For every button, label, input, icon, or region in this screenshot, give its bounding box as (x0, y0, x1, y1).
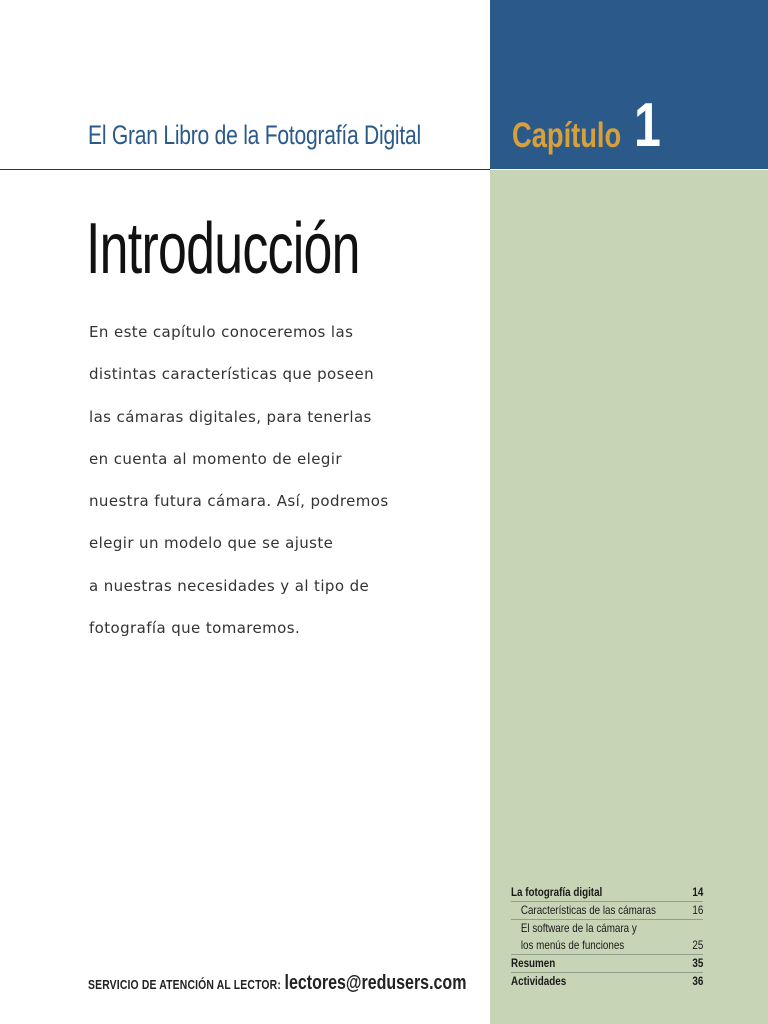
toc-item-page: 35 (692, 956, 703, 970)
intro-line: las cámaras digitales, para tenerlas (89, 407, 372, 426)
toc-item-page: 14 (692, 885, 703, 899)
toc-item[interactable] (511, 955, 703, 973)
intro-line: fotografía que tomaremos. (89, 619, 301, 638)
reader-service (88, 972, 466, 995)
header-divider (0, 169, 490, 170)
intro-paragraph (89, 318, 449, 656)
chapter-label: Capítulo (512, 116, 622, 155)
intro-line: elegir un modelo que se ajuste (89, 534, 334, 553)
toc-item-page: 16 (692, 903, 703, 917)
toc-item-page: 25 (692, 938, 703, 952)
intro-line: a nuestras necesidades y al tipo de (89, 576, 370, 595)
intro-line: nuestra futura cámara. Así, podremos (89, 492, 389, 511)
toc-item-label: La fotografía digital (511, 885, 603, 899)
toc-item-page: 36 (692, 974, 703, 988)
page-title: Introducción (86, 209, 360, 289)
toc-item[interactable] (511, 920, 703, 955)
toc-item-label: Resumen (511, 956, 556, 970)
table-of-contents (511, 884, 703, 990)
service-email[interactable]: lectores@redusers.com (284, 972, 467, 994)
toc-item[interactable] (511, 973, 703, 990)
chapter-number: 1 (634, 91, 661, 160)
toc-item-label (511, 920, 637, 954)
toc-item[interactable] (511, 884, 703, 902)
toc-item-label-line: los menús de funciones (520, 938, 625, 952)
service-label: SERVICIO DE ATENCIÓN AL LECTOR: (88, 977, 281, 992)
toc-item-label: Características de las cámaras (520, 903, 656, 917)
toc-item[interactable] (511, 902, 703, 920)
intro-line: En este capítulo conoceremos las (89, 323, 354, 341)
toc-item-label: Actividades (511, 974, 567, 988)
toc-item-label-line: El software de la cámara y (520, 921, 637, 935)
book-title: El Gran Libro de la Fotografía Digital (88, 120, 421, 150)
intro-line: distintas características que poseen (89, 365, 374, 384)
intro-line: en cuenta al momento de elegir (89, 449, 342, 468)
